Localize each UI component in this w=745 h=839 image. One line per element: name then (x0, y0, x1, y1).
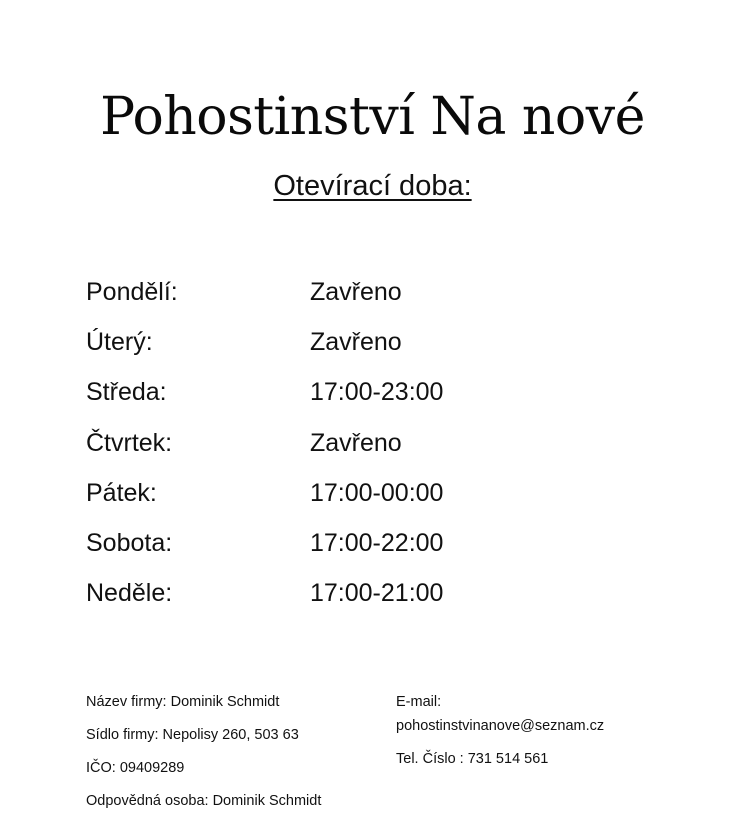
opening-hours-heading-text: Otevírací doba: (273, 170, 472, 202)
day-label: Čtvrtek: (86, 428, 173, 457)
opening-hours-table (86, 273, 536, 624)
hours-value: 17:00-21:00 (310, 579, 444, 608)
hours-row-saturday (86, 524, 536, 574)
contact-info (396, 690, 604, 771)
responsible-person: Odpovědná osoba: Dominik Schmidt (86, 793, 322, 809)
company-name: Název firmy: Dominik Schmidt (86, 694, 280, 710)
day-label: Středa: (86, 378, 167, 407)
hours-row-monday (86, 273, 536, 323)
page-title: Pohostinství Na nové (100, 87, 645, 147)
day-label: Neděle: (86, 579, 173, 608)
hours-row-wednesday (86, 373, 536, 423)
phone-number: Tel. Číslo : 731 514 561 (396, 751, 549, 767)
hours-row-tuesday (86, 323, 536, 373)
hours-row-sunday (86, 574, 536, 624)
hours-value: Zavřeno (310, 328, 402, 357)
day-label: Pondělí: (86, 278, 178, 306)
hours-value: 17:00-22:00 (310, 528, 444, 557)
day-label: Úterý: (86, 328, 153, 357)
hours-row-friday (86, 474, 536, 524)
hours-value: Zavřeno (310, 278, 402, 306)
day-label: Sobota: (86, 528, 173, 557)
hours-value: Zavřeno (310, 428, 402, 457)
hours-value: 17:00-00:00 (310, 478, 444, 507)
email-label: E-mail: (396, 694, 442, 710)
day-label: Pátek: (86, 478, 157, 507)
company-ico: IČO: 09409289 (86, 760, 185, 776)
hours-row-thursday (86, 424, 536, 474)
company-info (86, 690, 321, 822)
opening-hours-heading (0, 168, 745, 204)
company-seat: Sídlo firmy: Nepolisy 260, 503 63 (86, 727, 299, 743)
hours-value: 17:00-23:00 (310, 378, 444, 407)
email-address: pohostinstvinanove@seznam.cz (396, 718, 605, 734)
